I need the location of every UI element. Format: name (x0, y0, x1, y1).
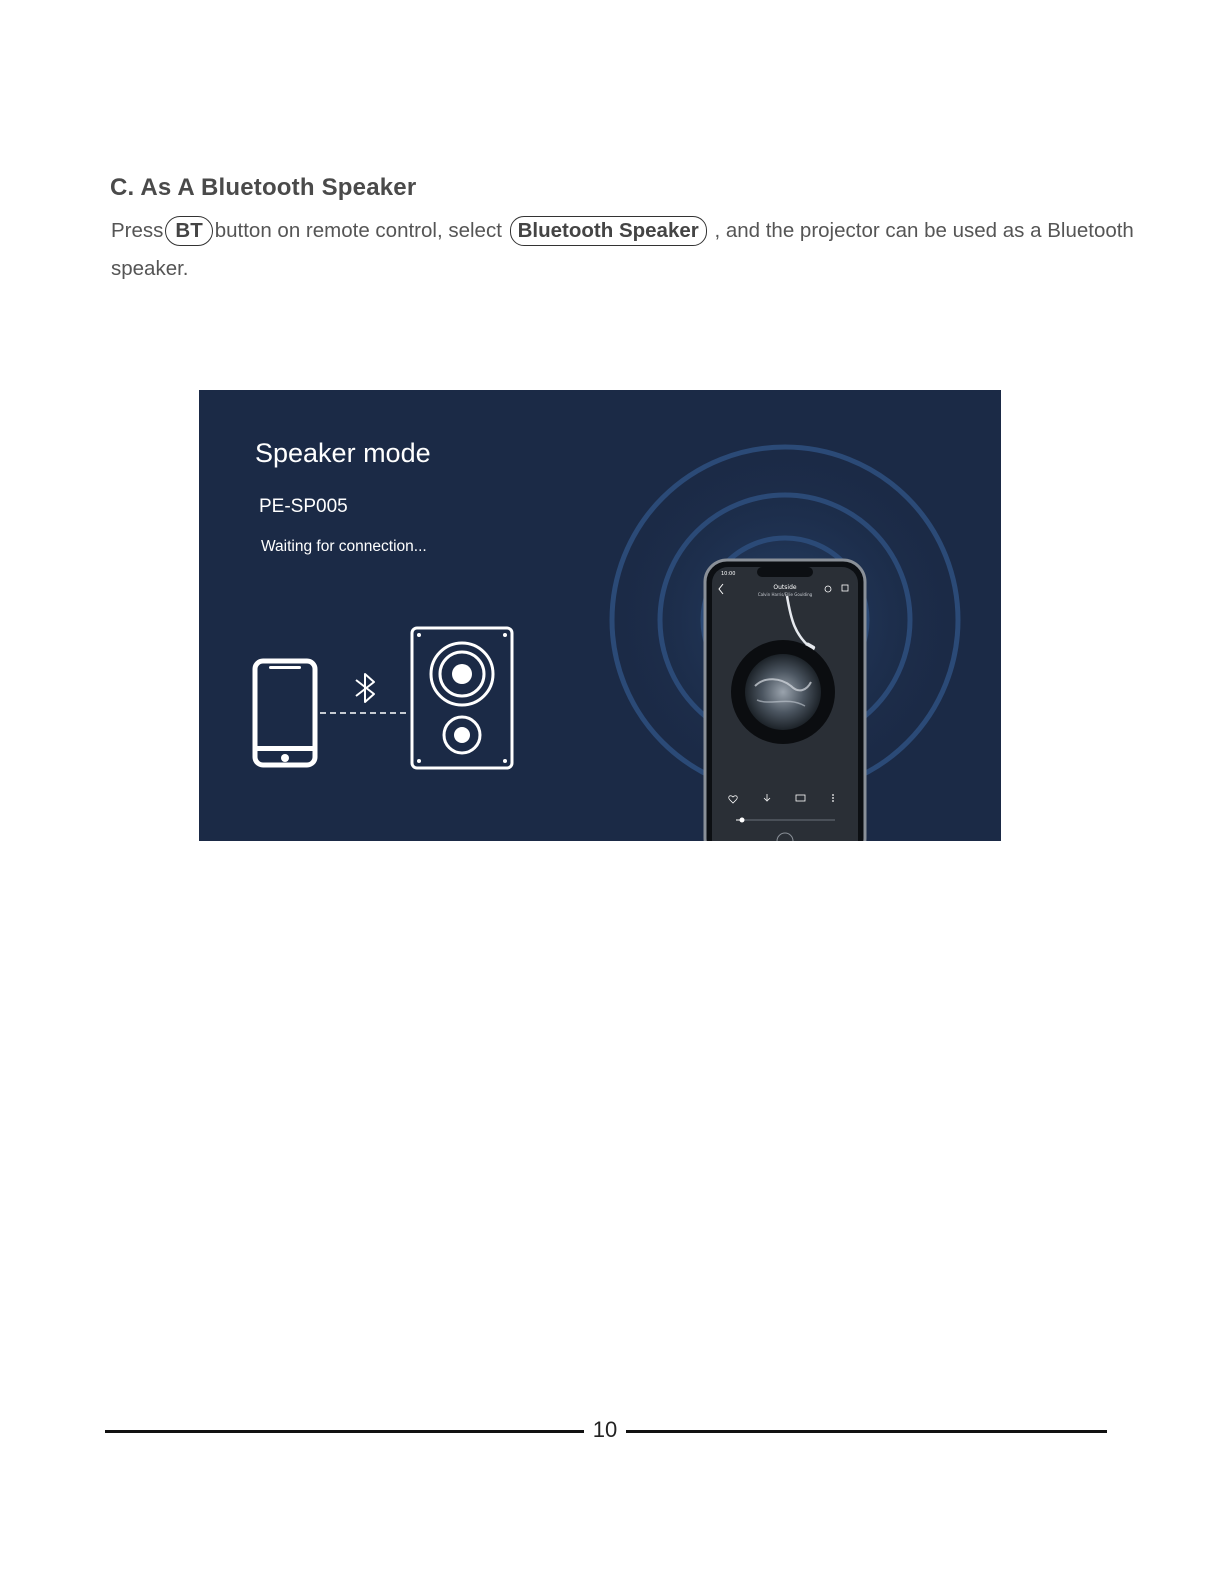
phone-time: 10:00 (721, 571, 736, 577)
connection-status: Waiting for connection... (261, 538, 427, 555)
text-mid: button on remote control, select (214, 219, 502, 242)
progress-thumb (740, 818, 745, 823)
speaker-mode-title: Speaker mode (255, 438, 431, 468)
section-title: C. As A Bluetooth Speaker (110, 174, 417, 201)
footer-rule-left (105, 1430, 584, 1433)
device-name: PE-SP005 (259, 496, 348, 517)
text-end: , and the projector can be used as a Bluetooth speaker. (111, 219, 1134, 280)
instruction-paragraph (111, 212, 1141, 288)
text-press: Press (111, 219, 164, 242)
bluetooth-icon (356, 674, 374, 702)
phone-song-artist: Calvin Harris/Ellie Goulding (757, 592, 813, 597)
page-number: 10 (592, 1417, 618, 1442)
speaker-icon (412, 628, 512, 768)
bluetooth-speaker-key-label: Bluetooth Speaker (510, 216, 707, 246)
bt-key-label: BT (165, 216, 212, 246)
smartphone-mockup (705, 560, 865, 841)
phone-icon (255, 661, 315, 765)
speaker-mode-screen (199, 390, 1001, 841)
phone-song-title: Outside (773, 584, 797, 591)
footer-rule-right (626, 1430, 1107, 1433)
more-icon (832, 794, 834, 802)
